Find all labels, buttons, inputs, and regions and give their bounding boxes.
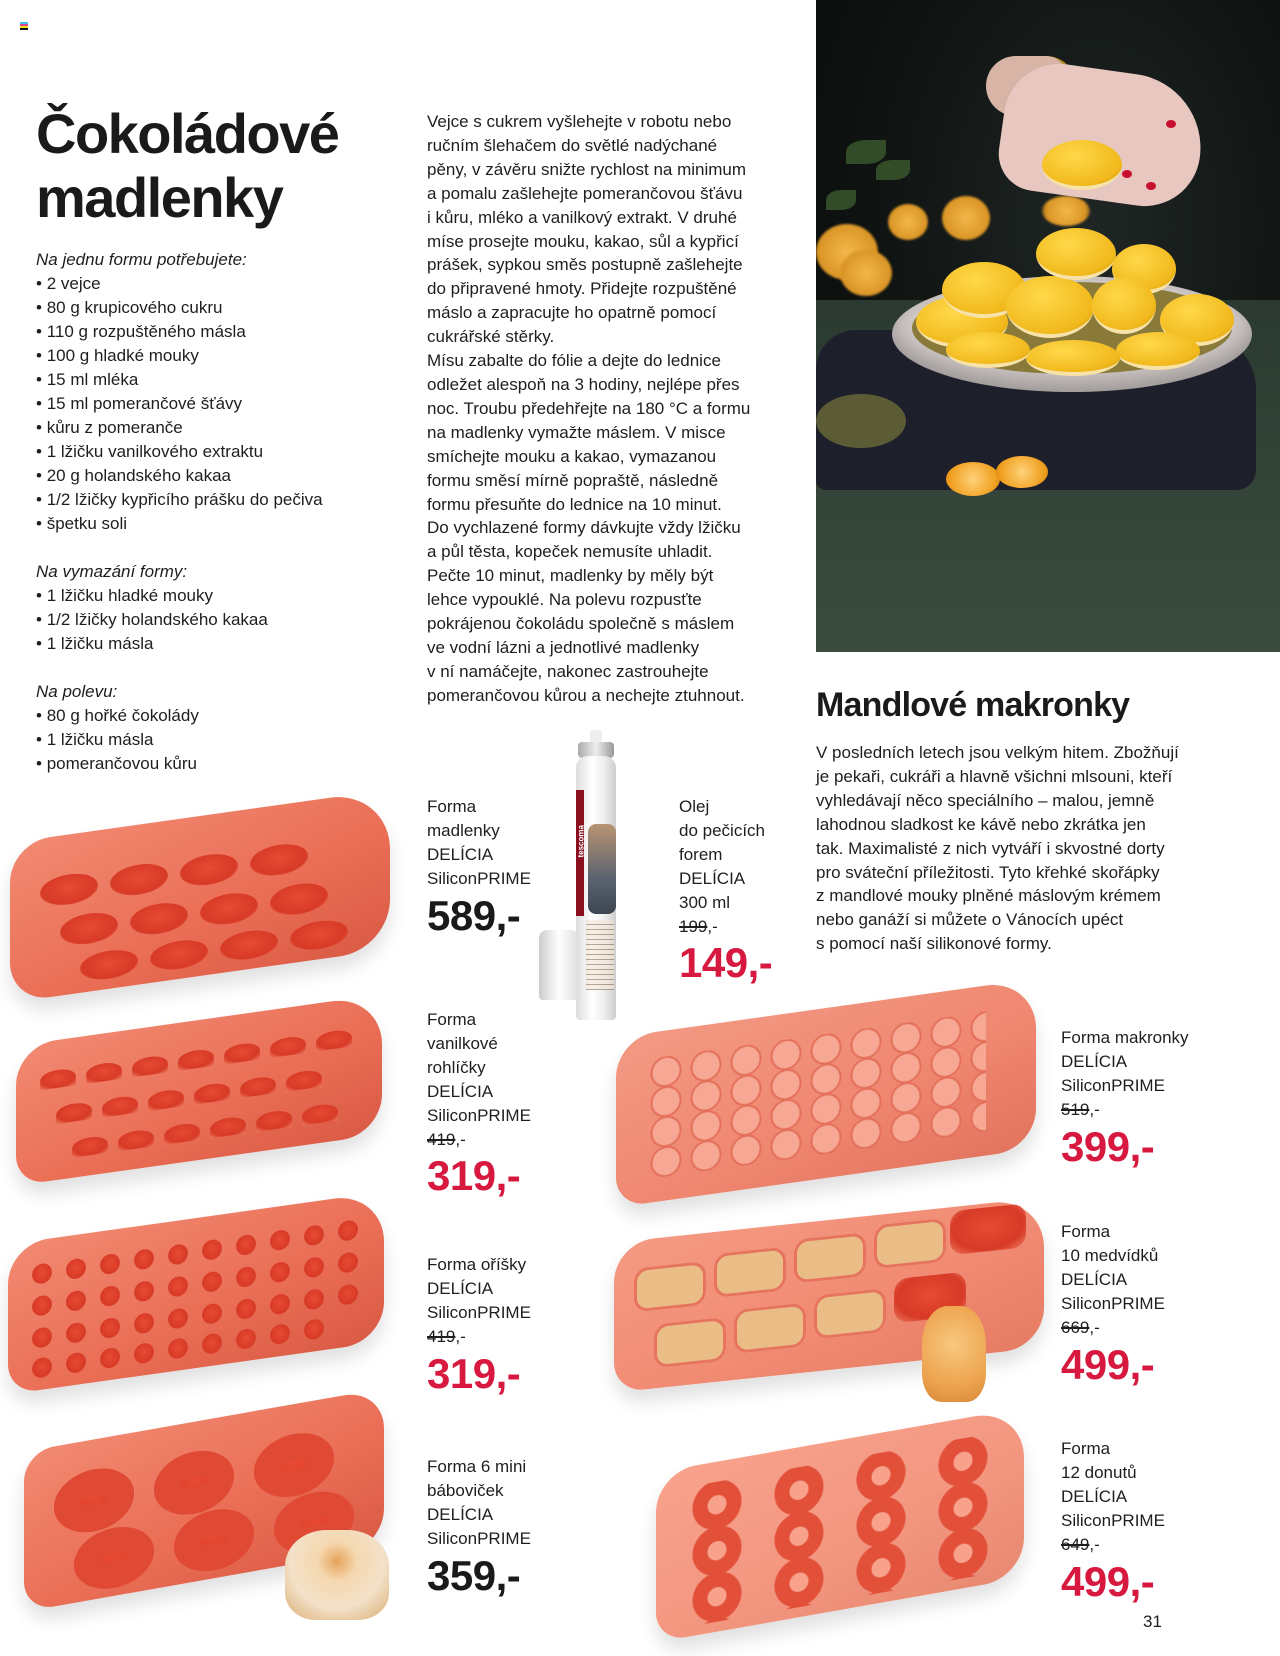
old-price-value: 649 [1061, 1534, 1090, 1554]
product-medvidci [1061, 1220, 1165, 1390]
product-name-line: Forma [1061, 1439, 1111, 1458]
recipe-title [36, 102, 338, 230]
product-name-line: 10 medvídků [1061, 1245, 1159, 1265]
nut-mold-image [8, 1192, 384, 1395]
product-name-line: SiliconPRIME [427, 1528, 531, 1548]
page-number: 31 [1143, 1612, 1162, 1631]
product-orisky [427, 1253, 531, 1399]
intro-line: V posledních letech jsou velkým hitem. Zbožňují [816, 743, 1179, 762]
macaron-mold-image [616, 978, 1036, 1207]
ingredient-item: • 1/2 lžičky holandského kakaa [36, 608, 396, 632]
old-price-suffix: ,- [1089, 1099, 1100, 1119]
method-line: pomerančovou kůrou a nechejte ztuhnout. [427, 685, 745, 705]
product-price: 319,- [427, 1349, 521, 1397]
product-price: 319,- [427, 1152, 521, 1200]
product-name-line: DELÍCIA [1061, 1486, 1128, 1506]
ingredient-item: • 15 ml pomerančové šťávy [36, 392, 396, 416]
method-line: Vejce s cukrem vyšlehejte v robotu nebo [427, 112, 732, 131]
product-name-line: DELÍCIA [427, 1504, 494, 1524]
intro-line: lahodnou sladkost ke kávě nebo zkrátka jen [816, 814, 1146, 834]
ingredients-list [36, 248, 396, 800]
method-line: formu přesuňte do lednice na 10 minut. [427, 494, 722, 514]
recipe-method [427, 110, 787, 708]
crescent-mold-image [16, 994, 382, 1185]
bear-cake-image [922, 1306, 986, 1402]
ingredient-item: • kůru z pomeranče [36, 416, 396, 440]
product-name-line: Forma [427, 1010, 477, 1029]
product-price: 359,- [427, 1551, 521, 1599]
product-price: 149,- [679, 939, 773, 987]
section-title: Mandlové makronky [816, 686, 1130, 724]
product-makronky [1061, 1026, 1189, 1172]
method-line: ručním šlehačem do světlé nadýchané [427, 135, 718, 155]
product-name-line: Olej [679, 797, 710, 816]
old-price-value: 669 [1061, 1317, 1090, 1337]
product-name-line: Forma makronky [1061, 1028, 1189, 1047]
intro-line: pro sváteční příležitosti. Tyto křehké skořápky [816, 862, 1160, 882]
old-price [1061, 1098, 1189, 1122]
method-line: pěny, v závěru snižte rychlost na minimum [427, 159, 747, 179]
intro-line: z mandlové mouky plněné máslovým krémem [816, 886, 1161, 906]
old-price [427, 1325, 531, 1349]
ingredient-group [36, 560, 396, 656]
ingredient-item: • 80 g hořké čokolády [36, 704, 396, 728]
product-name-line: vanilkové [427, 1033, 498, 1053]
ingredient-item: • 100 g hladké mouky [36, 344, 396, 368]
product-name-line: DELÍCIA [1061, 1051, 1128, 1071]
method-line: Do vychlazené formy dávkujte vždy lžičku [427, 518, 741, 538]
product-name-line: 300 ml [679, 892, 731, 912]
baking-spray-can-image [534, 730, 654, 1020]
old-price-suffix: ,- [1089, 1534, 1100, 1554]
method-line: smíchejte mouku a kakao, vymazanou [427, 446, 717, 466]
product-price: 399,- [1061, 1122, 1155, 1170]
product-price: 499,- [1061, 1340, 1155, 1388]
method-line: ve vodní lázni a jednotlivé madlenky [427, 637, 700, 657]
method-line: v ní namáčejte, nakonec zastrouhejte [427, 661, 709, 681]
product-name-line: SiliconPRIME [1061, 1510, 1165, 1530]
product-rohlicky [427, 1008, 531, 1201]
old-price-value: 419 [427, 1326, 456, 1346]
ingredient-item: • 1/2 lžičky kypřicího prášku do pečiva [36, 488, 396, 512]
product-name-line: DELÍCIA [679, 868, 746, 888]
ingredient-item: • 1 lžičku másla [36, 632, 396, 656]
product-name-line: DELÍCIA [427, 1081, 494, 1101]
ingredient-item: • pomerančovou kůru [36, 752, 396, 776]
ingredient-group-heading: Na polevu: [36, 682, 118, 701]
ingredient-group [36, 680, 396, 776]
method-line: i kůru, mléko a vanilkový extrakt. V druhé [427, 207, 737, 227]
method-line: formu směsí mírně popraště, následně [427, 470, 719, 490]
madeleine-mold-image [10, 789, 390, 1002]
product-name-line: SiliconPRIME [1061, 1075, 1165, 1095]
method-line: do připravené hmoty. Přidejte rozpuštěné [427, 279, 737, 299]
method-line: na madlenky vymažte máslem. V misce [427, 422, 726, 442]
ingredient-item: • 20 g holandského kakaa [36, 464, 396, 488]
product-name-line: DELÍCIA [1061, 1269, 1128, 1289]
ingredient-item: • špetku soli [36, 512, 396, 536]
intro-line: nebo ganáží si můžete o Vánocích upéct [816, 910, 1124, 930]
method-line: a půl těsta, kopeček nemusíte uhladit. [427, 542, 713, 562]
old-price-value: 199 [679, 916, 708, 936]
spray-brand-label: tescoma [576, 825, 586, 858]
old-price-suffix: ,- [1089, 1317, 1100, 1337]
method-line: pokrájenou čokoládu společně s máslem [427, 614, 735, 634]
donut-mold-image [656, 1408, 1024, 1643]
old-price-suffix: ,- [707, 916, 718, 936]
product-name-line: Forma [1061, 1222, 1111, 1241]
product-name-line: SiliconPRIME [427, 1105, 531, 1125]
intro-line: s pomocí naší silikonové formy. [816, 934, 1052, 954]
intro-line: vyhledávají něco speciálního – malou, jemně [816, 790, 1155, 810]
product-madlenky [427, 795, 531, 941]
title-line: Čokoládové [36, 102, 339, 165]
product-name-line: SiliconPRIME [427, 1302, 531, 1322]
method-line: cukrářské stěrky. [427, 327, 555, 347]
product-name-line: do pečicích [679, 820, 765, 840]
method-line: Mísu zabalte do fólie a dejte do lednice [427, 351, 721, 371]
product-olej [679, 795, 772, 988]
ingredient-item: • 15 ml mléka [36, 368, 396, 392]
method-line: a pomalu zašlehejte pomerančovou šťávu [427, 183, 743, 203]
method-line: lehce vypouklé. Na polevu rozpusťte [427, 590, 702, 610]
product-name-line: rohlíčky [427, 1057, 486, 1077]
method-line: máslo a zapracujte ho opatrně pomocí [427, 303, 717, 323]
mini-bundt-cake-image [285, 1530, 389, 1620]
product-name-line: DELÍCIA [427, 1278, 494, 1298]
ingredient-group-heading: Na vymazání formy: [36, 562, 188, 581]
old-price-suffix: ,- [455, 1129, 466, 1149]
macaron-photo [816, 0, 1280, 652]
method-line: míse prosejte mouku, kakao, sůl a kypřicí [427, 231, 739, 251]
product-name-line: SiliconPRIME [1061, 1293, 1165, 1313]
ingredient-item: • 80 g krupicového cukru [36, 296, 396, 320]
product-name-line: SiliconPRIME [427, 868, 531, 888]
old-price [427, 1128, 531, 1152]
old-price [1061, 1316, 1165, 1340]
method-line: prášek, sypkou směs postupně zašlehejte [427, 255, 743, 275]
product-name-line: forem [679, 844, 723, 864]
ingredient-item: • 1 lžičku másla [36, 728, 396, 752]
product-babovicky [427, 1455, 531, 1601]
ingredient-group [36, 248, 396, 536]
ingredient-item: • 1 lžičku hladké mouky [36, 584, 396, 608]
product-name-line: Forma oříšky [427, 1255, 527, 1274]
ingredient-group-heading: Na jednu formu potřebujete: [36, 250, 247, 269]
product-name-line: Forma 6 mini [427, 1457, 527, 1476]
ingredient-item: • 2 vejce [36, 272, 396, 296]
product-name-line: madlenky [427, 820, 500, 840]
product-price: 589,- [427, 891, 521, 939]
ingredient-item: • 110 g rozpuštěného másla [36, 320, 396, 344]
product-name-line: Forma [427, 797, 477, 816]
product-name-line: 12 donutů [1061, 1462, 1137, 1482]
intro-line: tak. Maximalisté z nich vytváří i skvostné dorty [816, 838, 1165, 858]
old-price [679, 915, 772, 939]
product-price: 499,- [1061, 1557, 1155, 1605]
method-line: odležet alespoň na 3 hodiny, nejlépe přes [427, 374, 740, 394]
old-price-suffix: ,- [455, 1326, 466, 1346]
print-color-marker-icon [20, 22, 28, 30]
intro-line: je pekaři, cukráři a hlavně všichni mlsouni, kteří [816, 766, 1173, 786]
method-line: Pečte 10 minut, madlenky by měly být [427, 566, 714, 586]
section-intro [816, 741, 1236, 956]
product-name-line: DELÍCIA [427, 844, 494, 864]
product-name-line: báboviček [427, 1480, 504, 1500]
old-price [1061, 1533, 1165, 1557]
ingredient-item: • 1 lžičku vanilkového extraktu [36, 440, 396, 464]
old-price-value: 519 [1061, 1099, 1090, 1119]
title-line: madlenky [36, 166, 283, 229]
old-price-value: 419 [427, 1129, 456, 1149]
method-line: noc. Troubu předehřejte na 180 °C a formu [427, 398, 751, 418]
product-donuty [1061, 1437, 1165, 1607]
